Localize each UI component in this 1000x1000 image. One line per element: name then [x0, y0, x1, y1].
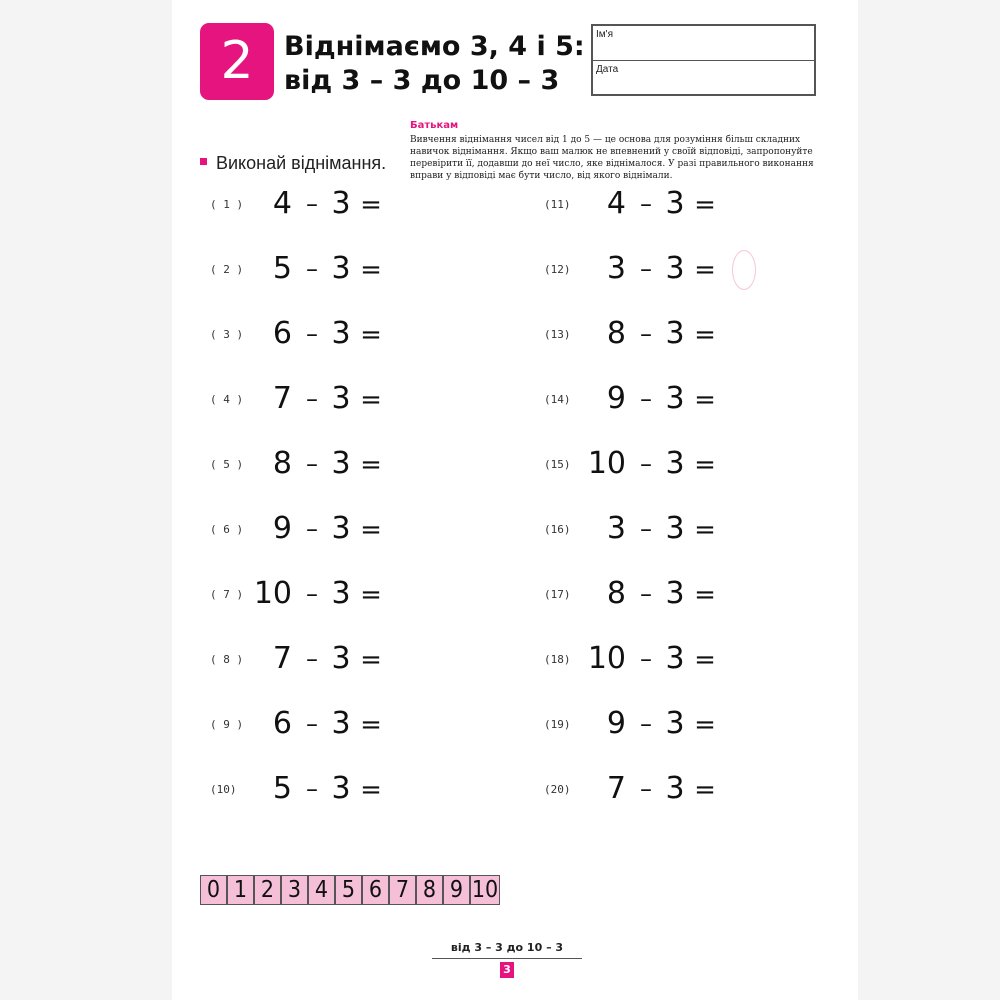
equals-sign: =	[360, 450, 382, 480]
minuend: 3	[606, 251, 626, 286]
equals-sign: =	[694, 255, 716, 285]
number-line-cell: 9	[443, 875, 470, 905]
minuend: 6	[272, 706, 292, 741]
equals-sign: =	[694, 450, 716, 480]
number-line-cell: 3	[281, 875, 308, 905]
minuend: 9	[606, 706, 626, 741]
subtrahend: 3	[665, 186, 685, 221]
equals-sign: =	[694, 645, 716, 675]
exercise-item	[210, 381, 390, 421]
exercise-item	[210, 576, 390, 616]
exercise-item	[210, 316, 390, 356]
lesson-number-badge: 2	[200, 23, 274, 100]
square-bullet-icon	[200, 158, 207, 165]
lesson-title-line-2: від 3 – 3 до 10 – 3	[284, 65, 560, 96]
exercise-number: (13)	[544, 328, 571, 341]
equals-sign: =	[694, 190, 716, 220]
minus-sign: –	[306, 255, 318, 283]
exercise-item	[544, 511, 724, 551]
number-line-cell: 6	[362, 875, 389, 905]
number-line-cell: 10	[471, 877, 499, 903]
subtrahend: 3	[665, 446, 685, 481]
exercise-number: ( 6 )	[210, 523, 244, 536]
number-line-cell: 8	[416, 875, 443, 905]
exercise-item	[544, 316, 724, 356]
date-field[interactable]	[593, 61, 814, 96]
exercise-item	[544, 706, 724, 746]
footer-divider	[432, 958, 582, 959]
exercise-item	[210, 511, 390, 551]
exercise-item	[210, 186, 390, 226]
exercise-item	[544, 641, 724, 681]
subtrahend: 3	[331, 771, 351, 806]
minuend: 4	[272, 186, 292, 221]
parents-note	[410, 120, 820, 182]
minuend: 6	[272, 316, 292, 351]
subtrahend: 3	[331, 316, 351, 351]
parents-note-text: Вивчення віднімання чисел від 1 до 5 — це основа для розуміння більш складних навичок віднімання. Якщо ваш малюк не впевнений у своїй відповіді, запропонуйте перевірити її, додавши до неї число, яке віднімалося. У разі правильного виконання вправи у відповіді має бути число, від якого віднімали.	[410, 135, 814, 181]
equals-sign: =	[360, 580, 382, 610]
exercise-number: (14)	[544, 393, 571, 406]
subtrahend: 3	[331, 641, 351, 676]
minuend: 7	[606, 771, 626, 806]
minus-sign: –	[306, 515, 318, 543]
parents-note-heading: Батькам	[410, 120, 459, 131]
exercise-item	[210, 706, 390, 746]
exercise-number: (12)	[544, 263, 571, 276]
exercise-number: (19)	[544, 718, 571, 731]
minus-sign: –	[306, 385, 318, 413]
subtrahend: 3	[665, 641, 685, 676]
number-line-cell: 0	[200, 875, 227, 905]
subtrahend: 3	[331, 251, 351, 286]
exercise-number: ( 5 )	[210, 458, 244, 471]
exercise-number: ( 2 )	[210, 263, 244, 276]
equals-sign: =	[360, 320, 382, 350]
exercise-number: (18)	[544, 653, 571, 666]
exercise-number: (10)	[210, 783, 237, 796]
minuend: 7	[272, 641, 292, 676]
minus-sign: –	[640, 255, 652, 283]
date-label: Дата	[596, 64, 619, 75]
instruction-text: Виконай віднімання.	[216, 153, 387, 173]
subtrahend: 3	[331, 186, 351, 221]
equals-sign: =	[360, 385, 382, 415]
name-label: Ім'я	[596, 29, 613, 40]
exercise-number: ( 4 )	[210, 393, 244, 406]
subtrahend: 3	[331, 576, 351, 611]
subtrahend: 3	[331, 706, 351, 741]
subtrahend: 3	[665, 381, 685, 416]
equals-sign: =	[694, 775, 716, 805]
equals-sign: =	[694, 515, 716, 545]
subtrahend: 3	[665, 251, 685, 286]
name-field[interactable]	[593, 26, 814, 61]
exercise-item	[544, 576, 724, 616]
subtrahend: 3	[331, 381, 351, 416]
number-line-cell: 2	[254, 875, 281, 905]
minus-sign: –	[306, 775, 318, 803]
student-info-box	[591, 24, 816, 96]
minuend: 7	[272, 381, 292, 416]
exercise-item	[544, 381, 724, 421]
equals-sign: =	[694, 580, 716, 610]
equals-sign: =	[694, 320, 716, 350]
exercise-item	[210, 251, 390, 291]
lesson-title	[284, 30, 585, 98]
exercise-item	[544, 446, 724, 486]
equals-sign: =	[360, 645, 382, 675]
answer-oval	[732, 250, 756, 290]
exercise-item	[544, 251, 724, 291]
subtrahend: 3	[665, 576, 685, 611]
minuend: 8	[606, 316, 626, 351]
exercise-number: ( 7 )	[210, 588, 244, 601]
page-number: 3	[500, 962, 514, 978]
number-line-cell: 4	[308, 875, 335, 905]
equals-sign: =	[360, 710, 382, 740]
exercise-item	[210, 641, 390, 681]
minus-sign: –	[306, 450, 318, 478]
minuend: 4	[606, 186, 626, 221]
minus-sign: –	[306, 645, 318, 673]
minuend: 9	[272, 511, 292, 546]
lesson-title-line-1: Віднімаємо 3, 4 і 5:	[284, 31, 585, 62]
subtrahend: 3	[665, 511, 685, 546]
minus-sign: –	[640, 385, 652, 413]
footer-title: від 3 – 3 до 10 – 3	[450, 941, 564, 954]
number-line-cell: 5	[335, 875, 362, 905]
minuend: 3	[606, 511, 626, 546]
minus-sign: –	[306, 710, 318, 738]
exercise-item	[210, 771, 390, 811]
number-line-cell: 1	[227, 875, 254, 905]
minus-sign: –	[640, 580, 652, 608]
minuend: 10	[587, 641, 626, 676]
subtrahend: 3	[665, 706, 685, 741]
number-line	[200, 875, 500, 905]
equals-sign: =	[360, 515, 382, 545]
minus-sign: –	[640, 775, 652, 803]
instruction	[200, 153, 386, 174]
exercise-number: (20)	[544, 783, 571, 796]
exercise-number: ( 9 )	[210, 718, 244, 731]
exercise-item	[210, 446, 390, 486]
equals-sign: =	[694, 710, 716, 740]
subtrahend: 3	[665, 316, 685, 351]
exercise-item	[544, 771, 724, 811]
equals-sign: =	[360, 775, 382, 805]
exercise-number: ( 3 )	[210, 328, 244, 341]
minuend: 5	[272, 771, 292, 806]
minus-sign: –	[640, 710, 652, 738]
minuend: 8	[606, 576, 626, 611]
minus-sign: –	[306, 190, 318, 218]
minuend: 9	[606, 381, 626, 416]
minus-sign: –	[306, 580, 318, 608]
minus-sign: –	[640, 645, 652, 673]
subtrahend: 3	[331, 446, 351, 481]
exercise-number: (16)	[544, 523, 571, 536]
equals-sign: =	[360, 190, 382, 220]
equals-sign: =	[360, 255, 382, 285]
minuend: 10	[587, 446, 626, 481]
minuend: 5	[272, 251, 292, 286]
exercise-number: ( 8 )	[210, 653, 244, 666]
minus-sign: –	[640, 190, 652, 218]
equals-sign: =	[694, 385, 716, 415]
minus-sign: –	[640, 320, 652, 348]
minuend: 8	[272, 446, 292, 481]
minus-sign: –	[640, 450, 652, 478]
subtrahend: 3	[331, 511, 351, 546]
minus-sign: –	[306, 320, 318, 348]
exercise-item	[544, 186, 724, 226]
number-line-cell: 7	[389, 875, 416, 905]
minuend: 10	[253, 576, 292, 611]
exercise-number: (17)	[544, 588, 571, 601]
minus-sign: –	[640, 515, 652, 543]
exercise-number: ( 1 )	[210, 198, 244, 211]
exercise-number: (15)	[544, 458, 571, 471]
subtrahend: 3	[665, 771, 685, 806]
exercise-number: (11)	[544, 198, 571, 211]
